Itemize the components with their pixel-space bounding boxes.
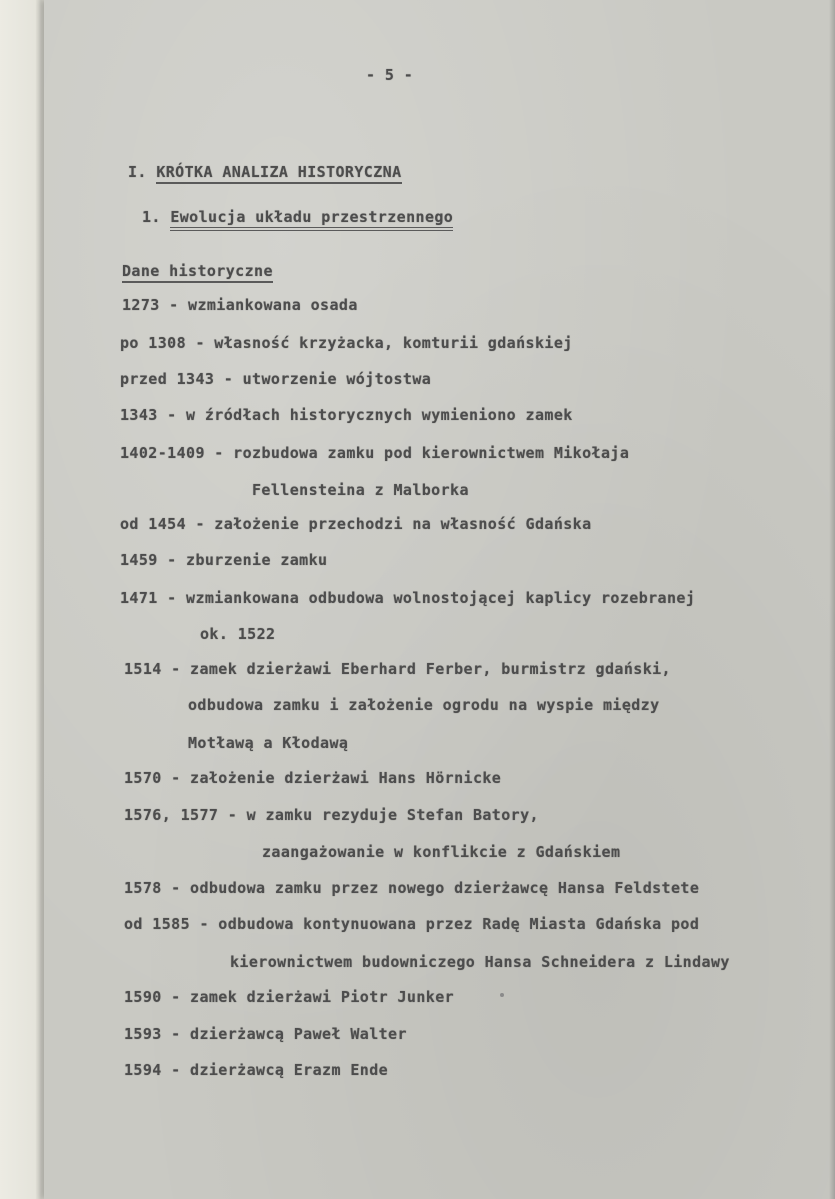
history-entry: 1343 - w źródłach historycznych wymieniono zamek xyxy=(120,406,573,424)
history-entry: 1514 - zamek dzierżawi Eberhard Ferber, burmistrz gdański, xyxy=(124,660,671,678)
subsection-number: 1. xyxy=(142,208,161,226)
section-title: KRÓTKA ANALIZA HISTORYCZNA xyxy=(156,163,401,184)
history-entry: 1594 - dzierżawcą Erazm Ende xyxy=(124,1061,389,1079)
history-entry-continuation: ok. 1522 xyxy=(200,625,276,643)
history-entry: 1402-1409 - rozbudowa zamku pod kierownictwem Mikołaja xyxy=(120,444,630,462)
history-entry: 1459 - zburzenie zamku xyxy=(120,551,328,569)
history-entry-continuation: zaangażowanie w konflikcie z Gdańskiem xyxy=(262,843,621,861)
section-heading xyxy=(128,163,402,181)
page-number: - 5 - xyxy=(366,66,414,84)
history-entry: 1576, 1577 - w zamku rezyduje Stefan Batory, xyxy=(124,806,539,824)
history-entry: od 1454 - założenie przechodzi na własność Gdańska xyxy=(120,515,592,533)
page-right-edge xyxy=(829,0,835,1199)
history-entry: 1590 - zamek dzierżawi Piotr Junker xyxy=(124,988,455,1006)
history-entry: po 1308 - własność krzyżacka, komturii gdańskiej xyxy=(120,334,573,352)
subsection-heading xyxy=(142,208,453,226)
subsection-title: Ewolucja układu przestrzennego xyxy=(170,208,453,231)
history-entry: 1570 - założenie dzierżawi Hans Hörnicke xyxy=(124,769,502,787)
ink-speck xyxy=(500,993,504,997)
history-entry: 1273 - wzmiankowana osada xyxy=(122,296,358,314)
history-entry: 1471 - wzmiankowana odbudowa wolnostojącej kaplicy rozebranej xyxy=(120,589,696,607)
history-entry: 1578 - odbudowa zamku przez nowego dzierżawcę Hansa Feldstete xyxy=(124,879,700,897)
history-entry: 1593 - dzierżawcą Paweł Walter xyxy=(124,1025,407,1043)
history-entry: przed 1343 - utworzenie wójtostwa xyxy=(120,370,432,388)
history-entry-continuation: kierownictwem budowniczego Hansa Schneidera z Lindawy xyxy=(230,953,730,971)
data-heading xyxy=(122,262,273,280)
history-entry-continuation: Motławą a Kłodawą xyxy=(188,734,349,752)
history-entry-continuation: odbudowa zamku i założenie ogrodu na wyspie między xyxy=(188,696,660,714)
section-number: I. xyxy=(128,163,147,181)
history-entry-continuation: Fellensteina z Malborka xyxy=(252,481,469,499)
history-entry: od 1585 - odbudowa kontynuowana przez Radę Miasta Gdańska pod xyxy=(124,915,700,933)
data-heading-text: Dane historyczne xyxy=(122,262,273,283)
